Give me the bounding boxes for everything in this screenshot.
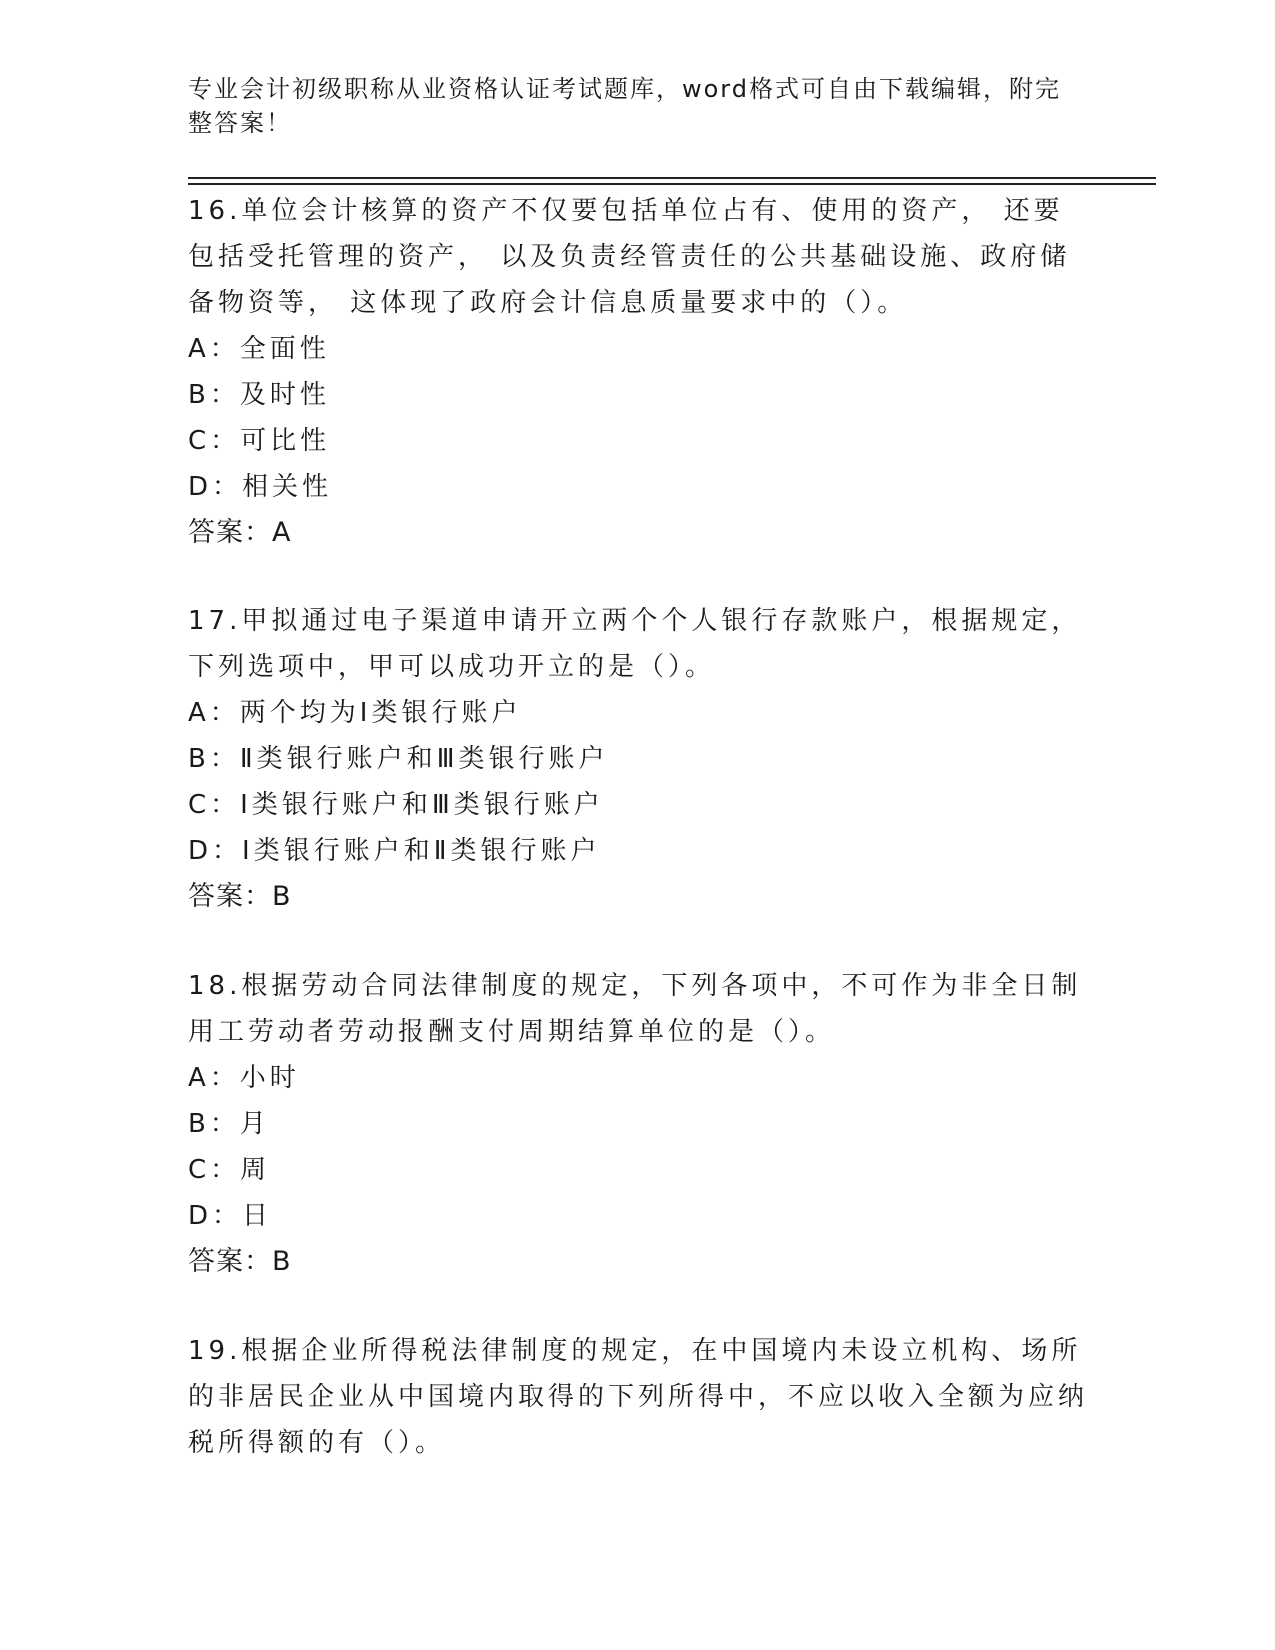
option-a: A：两个均为Ⅰ类银行账户 [188,698,522,728]
option-d: D：Ⅰ类银行账户和Ⅱ类银行账户 [188,836,601,866]
option-b: B：Ⅱ类银行账户和Ⅲ类银行账户 [188,744,609,774]
question-16 [188,188,1088,556]
option-b: B：月 [188,1109,270,1139]
question-19 [188,1328,1088,1466]
question-17 [188,598,1088,920]
header-rule-top [188,177,1156,179]
option-c: C：可比性 [188,426,331,456]
option-a: A：全面性 [188,334,330,364]
option-d: D：日 [188,1201,273,1231]
option-c: C：Ⅰ类银行账户和Ⅲ类银行账户 [188,790,604,820]
question-stem: 19.根据企业所得税法律制度的规定，在中国境内未设立机构、场所的非居民企业从中国境内取得的下列所得中，不应以收入全额为应纳税所得额的有（）。 [188,1336,1089,1458]
header-rule-bottom [188,183,1156,185]
question-stem: 17.甲拟通过电子渠道申请开立两个个人银行存款账户，根据规定，下列选项中，甲可以成功开立的是（）。 [188,606,1082,682]
option-d: D：相关性 [188,472,333,502]
question-stem: 16.单位会计核算的资产不仅要包括单位占有、使用的资产， 还要包括受托管理的资产， 以及负责经管责任的公共基础设施、政府储备物资等， 这体现了政府会计信息质量要求中的（）。 [188,196,1071,318]
option-c: C：周 [188,1155,271,1185]
answer: 答案：B [188,1246,292,1277]
answer: 答案：B [188,881,292,912]
answer: 答案：A [188,517,292,548]
question-18 [188,963,1088,1285]
option-b: B：及时性 [188,380,330,410]
question-stem: 18.根据劳动合同法律制度的规定，下列各项中，不可作为非全日制用工劳动者劳动报酬支付周期结算单位的是（）。 [188,971,1082,1047]
option-a: A：小时 [188,1063,300,1093]
page-header: 专业会计初级职称从业资格认证考试题库，word格式可自由下载编辑，附完整答案！ [188,75,1061,137]
